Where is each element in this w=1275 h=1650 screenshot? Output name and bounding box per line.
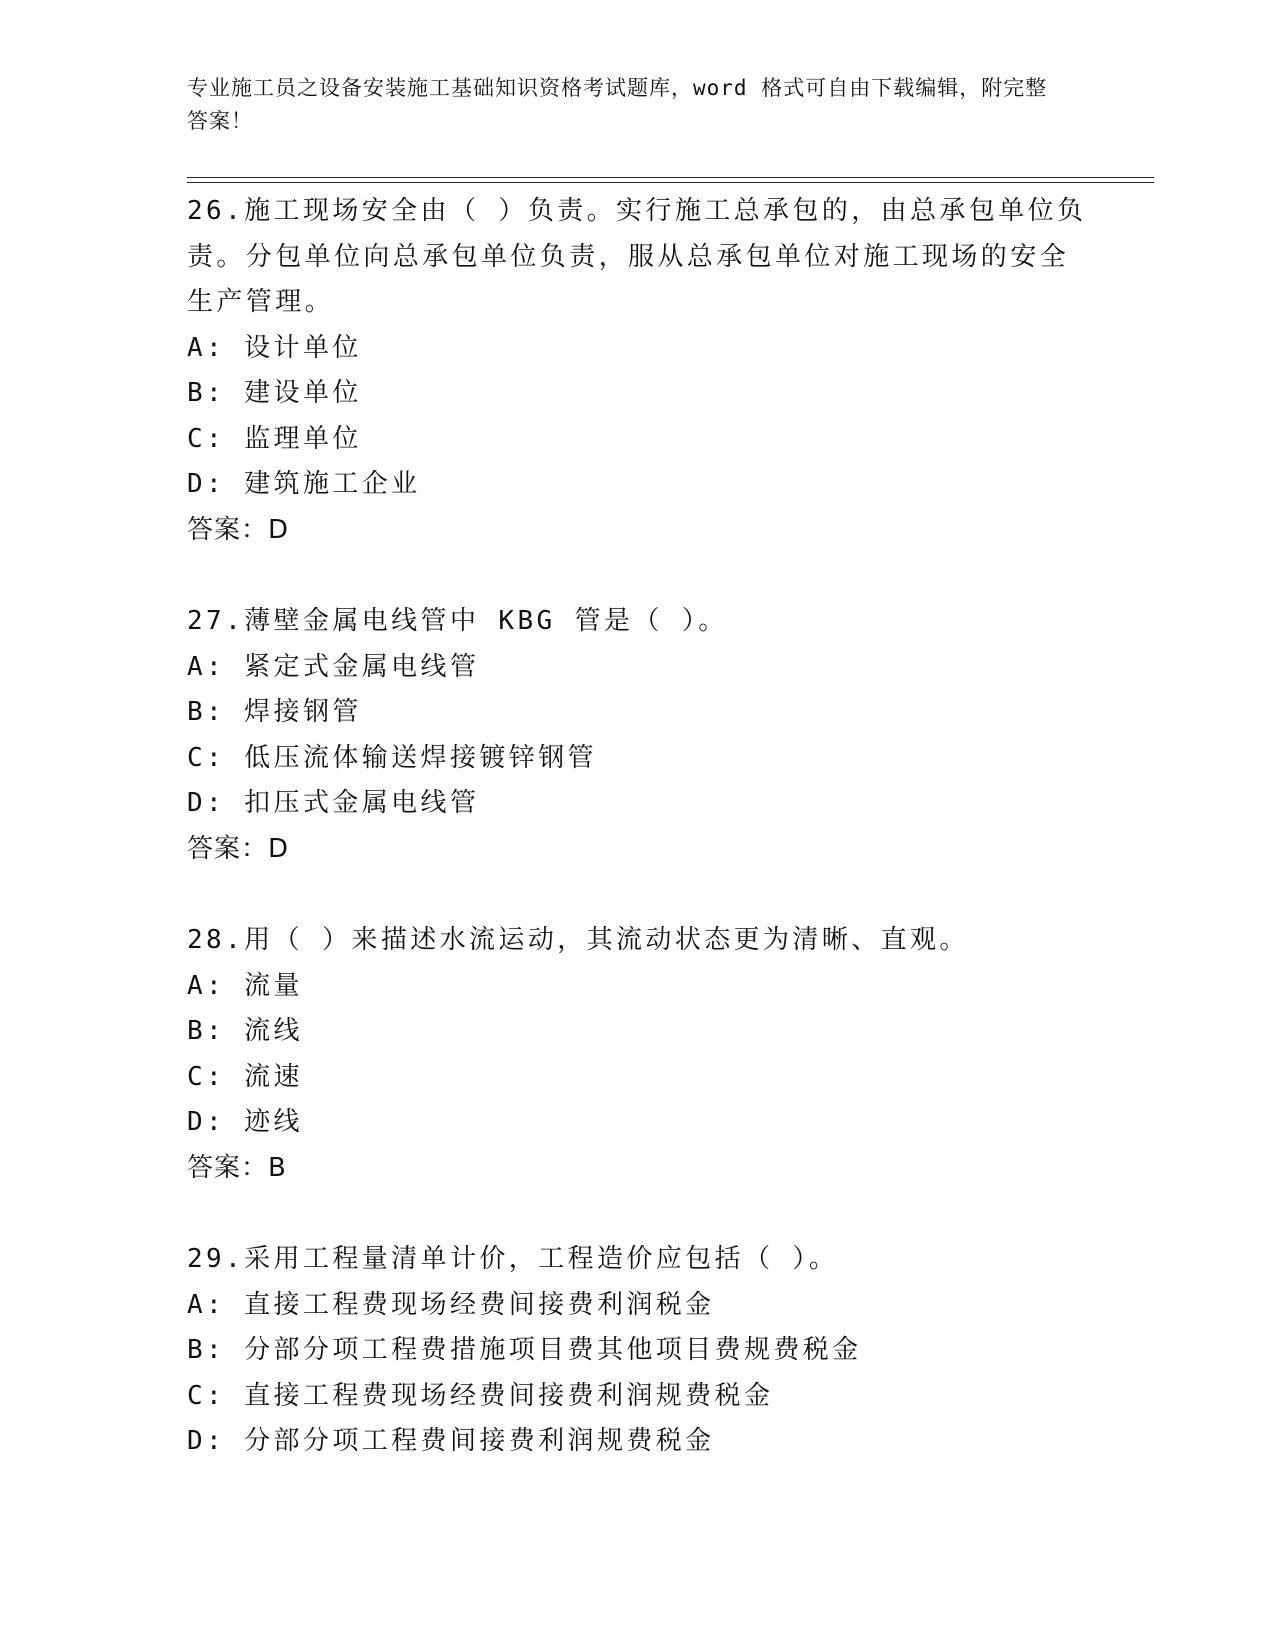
option-c: C: 低压流体输送焊接镀锌钢管	[187, 742, 597, 773]
option-c: C: 直接工程费现场经费间接费利润规费税金	[187, 1380, 774, 1411]
question-26	[187, 189, 1087, 553]
answer: 答案：D	[187, 833, 290, 864]
answer: 答案：D	[187, 514, 290, 545]
question-29	[187, 1237, 1087, 1465]
option-d: D: 扣压式金属电线管	[187, 788, 480, 818]
header-divider-bottom	[187, 182, 1154, 183]
option-d: D: 迹线	[187, 1107, 303, 1137]
option-b: B: 焊接钢管	[187, 697, 362, 727]
question-stem: 28.用（ ）来描述水流运动，其流动状态更为清晰、直观。	[187, 925, 969, 955]
answer: 答案：B	[187, 1152, 287, 1183]
question-list	[187, 189, 1087, 1511]
option-a: A: 直接工程费现场经费间接费利润税金	[187, 1289, 715, 1320]
question-stem: 29.采用工程量清单计价，工程造价应包括（ ）。	[187, 1244, 839, 1274]
question-stem: 27.薄壁金属电线管中 KBG 管是（ ）。	[187, 606, 728, 636]
option-d: D: 分部分项工程费间接费利润规费税金	[187, 1426, 715, 1456]
question-27	[187, 599, 1087, 872]
option-a: A: 设计单位	[187, 332, 362, 363]
option-c: C: 监理单位	[187, 423, 362, 454]
header-divider-top	[187, 177, 1154, 178]
document-header: 专业施工员之设备安装施工基础知识资格考试题库，word 格式可自由下载编辑，附完整答案！	[187, 76, 1048, 133]
question-28	[187, 918, 1087, 1191]
option-b: B: 建设单位	[187, 378, 362, 408]
option-a: A: 紧定式金属电线管	[187, 651, 480, 682]
option-b: B: 分部分项工程费措施项目费其他项目费规费税金	[187, 1335, 862, 1365]
question-stem: 26.施工现场安全由（ ）负责。实行施工总承包的，由总承包单位负责。分包单位向总承包单位负责，服从总承包单位对施工现场的安全生产管理。	[187, 196, 1087, 317]
option-c: C: 流速	[187, 1061, 303, 1092]
option-b: B: 流线	[187, 1016, 303, 1046]
option-d: D: 建筑施工企业	[187, 469, 421, 499]
option-a: A: 流量	[187, 970, 303, 1001]
